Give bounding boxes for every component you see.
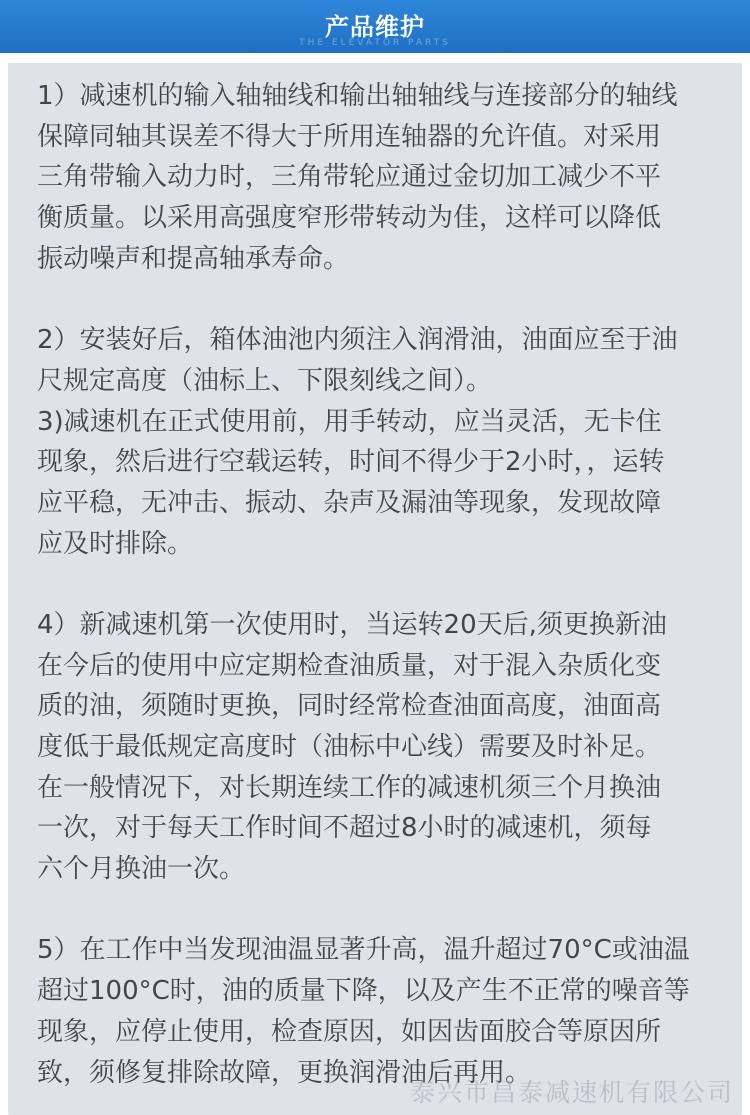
text-line: 1）减速机的输入轴轴线和输出轴轴线与连接部分的轴线 — [37, 81, 678, 111]
text-line: 超过100°C时，油的质量下降，以及产生不正常的噪音等 — [37, 976, 690, 1007]
text-line: 六个月换油一次。 — [37, 854, 246, 885]
text-line: 在一般情况下，对长期连续工作的减速机须三个月换油 — [37, 772, 662, 803]
maintenance-text — [37, 76, 737, 1093]
text-line: 三角带输入动力时，三角带轮应通过金切加工减少不平 — [37, 162, 662, 193]
text-line: 现象，应停止使用，检查原因，如因齿面胶合等原因所 — [37, 1016, 662, 1047]
text-line: 保障同轴其误差不得大于所用连轴器的允许值。对采用 — [37, 121, 662, 152]
paragraph-spacer — [37, 564, 737, 605]
text-line: 尺规定高度（油标上、下限刻线之间）。 — [37, 365, 493, 396]
text-line: 2）安装好后，箱体油池内须注入润滑油，油面应至于油 — [37, 325, 678, 356]
page-title: 产品维护 — [325, 13, 425, 41]
text-line: 3)减速机在正式使用前，用手转动，应当灵活，无卡住 — [37, 406, 662, 437]
paragraph-spacer — [37, 279, 737, 320]
text-line: 5）在工作中当发现油温显著升高，温升超过70°C或油温 — [37, 935, 690, 966]
header-banner — [0, 0, 750, 53]
text-line: 度低于最低规定高度时（油标中心线）需要及时补足。 — [37, 732, 662, 762]
header-subtitle: THE ELEVATOR PARTS — [299, 38, 451, 48]
text-line: 4）新减速机第一次使用时，当运转20天后,须更换新油 — [37, 609, 667, 640]
text-line: 振动噪声和提高轴承寿命。 — [37, 243, 350, 274]
text-line: 应及时排除。 — [37, 528, 194, 559]
text-line: 在今后的使用中应定期检查油质量，对于混入杂质化变 — [37, 650, 662, 681]
text-line: 一次，对于每天工作时间不超过8小时的减速机，须每 — [37, 813, 652, 844]
text-line: 应平稳，无冲击、振动、杂声及漏油等现象，发现故障 — [37, 487, 662, 518]
text-line: 现象，然后进行空载运转，时间不得少于2小时，，运转 — [37, 447, 665, 478]
text-line: 质的油，须随时更换，同时经常检查油面高度，油面高 — [37, 691, 662, 722]
text-line: 衡质量。以采用高强度窄形带转动为佳，这样可以降低 — [37, 203, 662, 234]
company-watermark: 泰兴市昌泰减速机有限公司 — [409, 1078, 734, 1107]
text-line: 致，须修复排除故障，更换润滑油后再用。 — [37, 1057, 532, 1088]
paragraph-spacer — [37, 890, 737, 931]
